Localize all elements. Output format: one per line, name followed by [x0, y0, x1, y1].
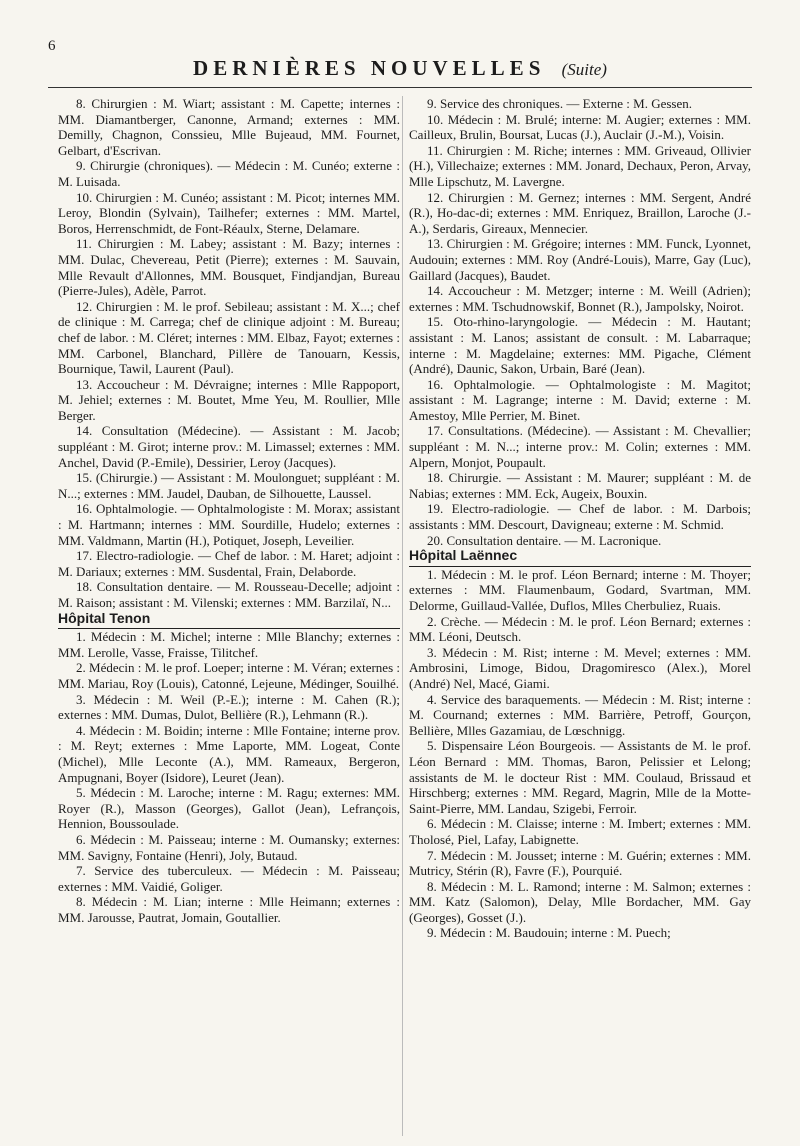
service-entry: 3. Médecin : M. Rist; interne : M. Mevel; externes : MM. Ambrosini, Limoge, Bidou, Dragomiresco (Alex.), Morel (André) Nel, Macé, Giami.: [409, 644, 751, 691]
service-entry: 5. Médecin : M. Laroche; interne : M. Ragu; externes: MM. Royer (R.), Masson (Georges), Gallot (Jean), Lefrançois, Hennion, Boussoulade.: [58, 785, 400, 832]
service-entry: 12. Chirurgien : M. Gernez; internes : MM. Sergent, André (R.), Ho-dac-di; externes : MM. Enriquez, Braillon, Laroche (J.-A.), Serdaris, Gireaux, Mennecier.: [409, 189, 751, 236]
header-suite: (Suite): [561, 60, 607, 79]
service-entry: 8. Chirurgien : M. Wiart; assistant : M. Capette; internes : MM. Diamantberger, Canonne, Armand; externes : MM. Demilly, Chagnon, Conssieu, Mlle Bujeaud, MM. Fournet, Gelbart, d'Escrivan.: [58, 96, 400, 158]
service-entry: 2. Médecin : M. le prof. Loeper; interne : M. Véran; externes : MM. Mariau, Roy (Louis), Catonné, Lejeune, Médinger, Souilhé.: [58, 660, 400, 691]
service-entry: 1. Médecin : M. le prof. Léon Bernard; interne : M. Thoyer; externes : MM. Flaumenbaum, Godard, Svartman, MM. Delorme, Guillaud-Vallée, Duflos, Mlles Cherbuliez, Ruais.: [409, 566, 751, 613]
service-entry: 9. Service des chroniques. — Externe : M. Gessen.: [427, 96, 692, 111]
service-entry: 2. Crèche. — Médecin : M. le prof. Léon Bernard; externes : MM. Léoni, Deutsch.: [409, 613, 751, 645]
service-entry: 14. Consultation (Médecine). — Assistant : M. Jacob; suppléant : M. Girot; interne prov.: M. Limassel; externes : MM. Anchel, David (P.-Emile), Dessirier, Leroy (Jacques).: [58, 423, 400, 470]
service-entry: 9. Chirurgie (chroniques). — Médecin : M. Cunéo; externe : M. Luisada.: [58, 158, 400, 189]
service-entry: 4. Médecin : M. Boidin; interne : Mlle Fontaine; interne prov. : M. Reyt; externes : Mme Laporte, MM. Logeat, Conte (Michel), Mlle Leconte (A.), MM. Rameaux, Bergeron, Ampugnani, Boyer (Isidore), Leuret (Jean).: [58, 722, 400, 785]
page-number: 6: [48, 38, 56, 54]
service-entry: 19. Electro-radiologie. — Chef de labor. : M. Darbois; assistants : MM. Descourt, Davigneau; externe : M. Schmid.: [409, 501, 751, 533]
service-entry: 10. Médecin : M. Brulé; interne: M. Augier; externes : MM. Cailleux, Brulin, Boursat, Lucas (J.), Auclair (J.-M.), Voisin.: [409, 111, 751, 143]
header-rule: [48, 87, 752, 88]
hospital-heading-laennec: Hôpital Laënnec: [409, 548, 751, 567]
page-header: [0, 56, 800, 81]
service-entry: 16. Ophtalmologie. — Ophtalmologiste : M. Morax; assistant : M. Hartmann; internes : MM. Sourdille, Hudelo; externes : MM. Valdmann, Martin (H.), Potiquet, Joseph, Leveilier.: [58, 501, 400, 548]
left-entries-2: [58, 629, 400, 925]
left-column: [58, 96, 400, 925]
service-entry: 17. Consultations. (Médecine). — Assistant : M. Chevallier; suppléant : M. N...; interne prov.: M. Colin; externes : MM. Alpern, Monjot, Poupault.: [409, 423, 751, 470]
service-entry: 8. Médecin : M. Lian; interne : Mlle Heimann; externes : MM. Jarousse, Pautrat, Jomain, Goutallier.: [58, 894, 400, 925]
right-entries-2: [409, 567, 751, 941]
service-entry: 15. (Chirurgie.) — Assistant : M. Moulonguet; suppléant : M. N...; externes : MM. Jaudel, Dauban, de Silhouette, Laussel.: [58, 470, 400, 501]
service-entry: 12. Chirurgien : M. le prof. Sebileau; assistant : M. X...; chef de clinique : M. Carrega; chef de clinique adjoint : M. Bureau; chef de labor. : M. Cléret; internes : MM. Elbaz, Fayot; externes : MM. Carbonel, Blanchard, Pillère de Tanouarn, Kessis, Bournique, Tawil, Laurent (Paul).: [58, 298, 400, 377]
service-entry: 17. Electro-radiologie. — Chef de labor. : M. Haret; adjoint : M. Dariaux; externes : MM. Susdental, Frain, Delaborde.: [58, 548, 400, 579]
service-entry: 15. Oto-rhino-laryngologie. — Médecin : M. Hautant; assistant : M. Lanos; assistant de consult. : M. Labarraque; interne : M. Magdelaine; externes: MM. Pigache, Clément (André), Daunic, Sakon, Urbain, Baré (Jean).: [409, 314, 751, 377]
header-title: DERNIÈRES NOUVELLES: [193, 56, 546, 80]
service-entry: 7. Service des tuberculeux. — Médecin : M. Paisseau; externes : MM. Vaidié, Goliger.: [58, 863, 400, 894]
service-entry: 14. Accoucheur : M. Metzger; interne : M. Weill (Adrien); externes : MM. Tschudnowskif, Bonnet (R.), Jampolsky, Noirot.: [409, 283, 751, 314]
service-entry: 11. Chirurgien : M. Riche; internes : MM. Griveaud, Ollivier (H.), Villechaize; externes : MM. Jonard, Dechaux, Peron, Arvay, Mlle Lipschutz, M. Lavergne.: [409, 142, 751, 189]
service-entry: 11. Chirurgien : M. Labey; assistant : M. Bazy; internes : MM. Dulac, Chevereau, Petit (Pierre); externes : M. Sauvain, Mlle Revault d'Allonnes, MM. Bousquet, Findjandjan, Bureau (Pierre-Jules), Adèle, Parrot.: [58, 236, 400, 299]
service-entry: 10. Chirurgien : M. Cunéo; assistant : M. Picot; internes MM. Leroy, Blondin (Sylvain), Tailhefer; externes : MM. Martel, Boros, Herrenschmidt, de Font-Réaulx, Sterne, Delamare.: [58, 189, 400, 236]
service-entry: 9. Médecin : M. Baudouin; interne : M. Puech;: [427, 925, 671, 941]
service-entry: 20. Consultation dentaire. — M. Lacronique.: [427, 532, 662, 548]
service-entry: 13. Accoucheur : M. Dévraigne; internes : Mlle Rappoport, M. Jehiel; externes : M. Boutet, Mme Yeu, M. Roullier, Mlle Berger.: [58, 376, 400, 423]
service-entry: 1. Médecin : M. Michel; interne : Mlle Blanchy; externes : MM. Lerolle, Vasse, Fraisse, Tilitchef.: [58, 629, 400, 660]
right-entries-1: [409, 96, 751, 548]
service-entry: 5. Dispensaire Léon Bourgeois. — Assistants de M. le prof. Léon Bernard : MM. Thomas, Baron, Pelissier et Lelong; assistants de M. le docteur Rist : MM. Coulaud, Brissaud et Hirschberg; externes : MM. Regard, Magrin, Mlle de la Motte-Saint-Pierre, MM. Landau, Szigebi, Ferroir.: [409, 738, 751, 816]
service-entry: 6. Médecin : M. Claisse; interne : M. Imbert; externes : MM. Tholosé, Piel, Lafay, Labignette.: [409, 816, 751, 847]
service-entry: 3. Médecin : M. Weil (P.-E.); interne : M. Cahen (R.); externes : MM. Dumas, Dulot, Bellière (R.), Lehmann (R.).: [58, 691, 400, 723]
service-entry: 7. Médecin : M. Jousset; interne : M. Guérin; externes : MM. Mutricy, Stérin (R), Favre (F.), Pourquié.: [409, 847, 751, 879]
right-column: [409, 96, 751, 941]
column-divider: [402, 96, 403, 1136]
service-entry: 18. Consultation dentaire. — M. Rousseau-Decelle; adjoint : M. Raison; assistant : M. Vilenski; externes : MM. Barzilaï, N...: [58, 579, 400, 610]
service-entry: 8. Médecin : M. L. Ramond; interne : M. Salmon; externes : MM. Katz (Salomon), Delay, Mlle Bordacher, MM. Gay (Georges), Gosset (J.).: [409, 878, 751, 925]
left-entries-1: [58, 96, 400, 611]
service-entry: 6. Médecin : M. Paisseau; interne : M. Oumansky; externes: MM. Savigny, Fontaine (Henri), Joly, Butaud.: [58, 831, 400, 863]
service-entry: 18. Chirurgie. — Assistant : M. Maurer; suppléant : M. de Nabias; externes : MM. Eck, Augeix, Bouxin.: [409, 470, 751, 501]
hospital-heading-tenon: Hôpital Tenon: [58, 611, 400, 630]
service-entry: 13. Chirurgien : M. Grégoire; internes : MM. Funck, Lyonnet, Audouin; externes : MM. Roy (André-Louis), Marre, Gay (Luc), Gaillard (Jacques), Baudet.: [409, 236, 751, 283]
service-entry: 16. Ophtalmologie. — Ophtalmologiste : M. Magitot; assistant : M. Lagrange; interne : M. David; externe : M. Amestoy, Mlle Perrier, M. Binet.: [409, 376, 751, 423]
service-entry: 4. Service des baraquements. — Médecin : M. Rist; interne : M. Cournand; externes : MM. Barrière, Petroff, Gourçon, Bellière, Mlles Gazamiau, de Lœschnigg.: [409, 691, 751, 738]
